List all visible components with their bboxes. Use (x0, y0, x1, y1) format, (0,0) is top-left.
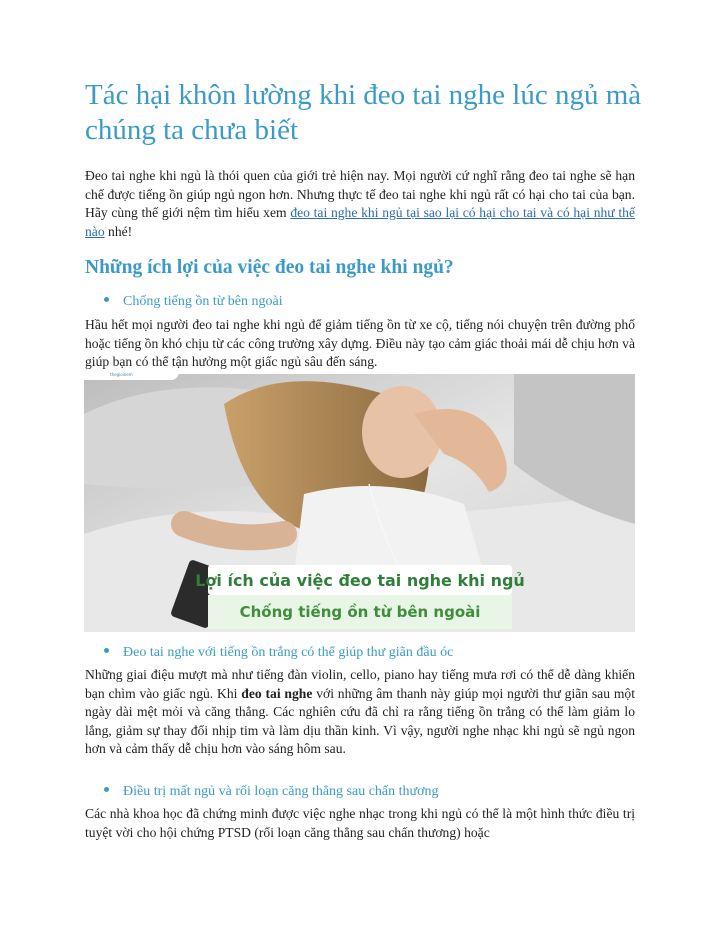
article-title: Tác hại khôn lường khi đeo tai nghe lúc ngủ mà chúng ta chưa biết (85, 79, 642, 146)
body-paragraph: Các nhà khoa học đã chứng minh được việc nghe nhạc trong khi ngủ có thể là một hình thức điều trị tuyệt vời cho hội chứng PTSD (rối loạn căng thẳng sau chấn thương) hoặc (85, 806, 635, 840)
section-heading: Những ích lợi của việc đeo tai nghe khi ngủ? (85, 257, 454, 278)
image-banner-title: Lợi ích của việc đeo tai nghe khi ngủ (208, 565, 512, 595)
bullet-item (104, 294, 283, 310)
bullet-item (104, 645, 453, 661)
bullet-text: Điều trị mất ngủ và rối loạn căng thẳng sau chấn thương (123, 784, 439, 799)
article-link[interactable]: đeo tai nghe khi ngủ tại sao lại có hại cho tai và có hại như thế nào (85, 205, 635, 239)
bullet-icon (104, 648, 109, 653)
body-paragraph (85, 666, 635, 759)
brand-logo: thegioinem (84, 370, 179, 380)
intro-text-end: nhé! (104, 223, 133, 239)
body-text-end: với những âm thanh này giúp mọi người thư giãn sau một ngày dài mệt mỏi và căng thẳng. Các nghiên cứu đã chỉ ra rằng tiếng ồn trắng có thể làm giảm lo lắng, giảm sự thay đổi nhịp tim và làm dịu thần kinh. Vì vậy, người nghe nhạc khi ngủ sẽ ngủ ngon hơn và cảm thấy dễ chịu hơn vào sáng hôm sau. (85, 685, 635, 756)
bullet-item (104, 784, 439, 800)
intro-text: Đeo tai nghe khi ngủ là thói quen của giới trẻ hiện nay. Mọi người cứ nghĩ rằng đeo tai nghe sẽ hạn chế được tiếng ồn giúp ngủ ngon hơn. Nhưng thực tế đeo tai nghe khi ngủ rất có hại cho tai của bạn. Hãy cùng thế giới nệm tìm hiểu xem (85, 168, 635, 220)
bullet-icon (104, 787, 109, 792)
bullet-text: Đeo tai nghe với tiếng ồn trắng có thể giúp thư giãn đầu óc (123, 645, 454, 660)
intro-paragraph (85, 167, 635, 241)
bold-keyword: đeo tai nghe (241, 685, 313, 701)
bullet-text: Chống tiếng ồn từ bên ngoài (123, 294, 283, 309)
body-paragraph: Hầu hết mọi người đeo tai nghe khi ngủ để giảm tiếng ồn từ xe cộ, tiếng nói chuyện trên đường phố hoặc tiếng ồn khó chịu từ các công trường xây dựng. Điều này tạo cảm giác thoải mái dễ chịu hơn và giúp bạn có thể tận hưởng một giấc ngủ sâu đến sáng. (85, 317, 635, 369)
image-banner-subtitle: Chống tiếng ồn từ bên ngoài (208, 595, 512, 629)
bullet-icon (104, 297, 109, 302)
body-text: Những giai điệu mượt mà như tiếng đàn violin, cello, piano hay tiếng mưa rơi có thể dễ dàng khiến bạn chìm vào giấc ngủ. Khi (85, 667, 635, 701)
